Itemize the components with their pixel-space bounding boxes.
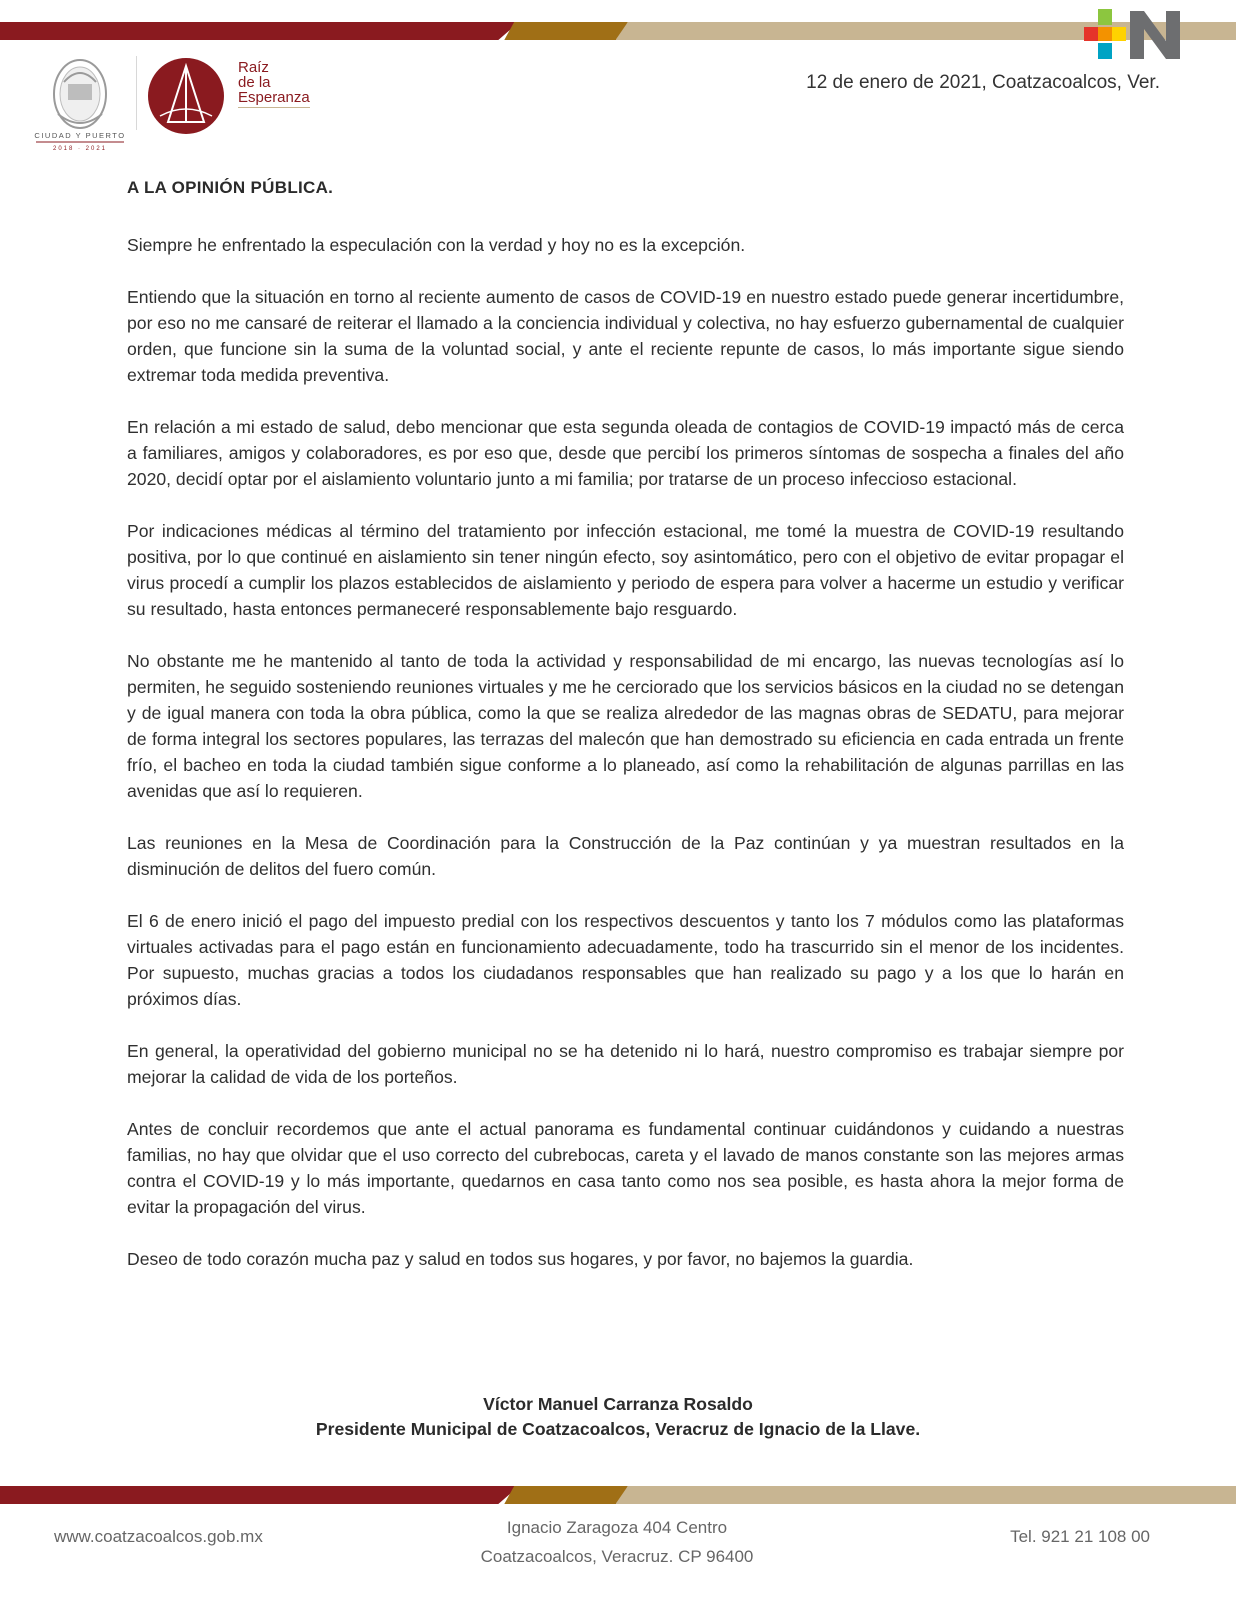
letter-body [127, 178, 1124, 1298]
brand-line-3: Esperanza [238, 89, 310, 106]
letter-paragraph: Las reuniones en la Mesa de Coordinación para la Construcción de la Paz continúan y ya muestran resultados en la disminución de delitos del fuero común. [127, 833, 1124, 879]
footer-address-line-1: Ignacio Zaragoza 404 Centro [506, 1518, 728, 1537]
letter-paragraph: En general, la operatividad del gobierno municipal no se ha detenido ni lo hará, nuestro compromiso es trabajar siempre por mejorar la calidad de vida de los porteños. [127, 1041, 1124, 1087]
seal-years: 2018 · 2021 [52, 146, 108, 152]
footer-website: www.coatzacoalcos.gob.mx [54, 1527, 263, 1546]
raiz-esperanza-emblem [146, 56, 226, 136]
footer-address-line-2: Coatzacoalcos, Veracruz. CP 96400 [480, 1547, 754, 1566]
signatory-title: Presidente Municipal de Coatzacoalcos, Veracruz de Ignacio de la Llave. [315, 1419, 921, 1439]
footer-address [412, 1513, 822, 1571]
footer-phone: Tel. 921 21 108 00 [1010, 1527, 1150, 1546]
letter-date: 12 de enero de 2021, Coatzacoalcos, Ver. [806, 72, 1160, 93]
news-agency-logo [1084, 9, 1188, 61]
letter-paragraph: Deseo de todo corazón mucha paz y salud en todos sus hogares, y por favor, no bajemos la guardia. [127, 1249, 914, 1269]
signatory-name: Víctor Manuel Carranza Rosaldo [483, 1394, 753, 1414]
letter-paragraph: Entiendo que la situación en torno al reciente aumento de casos de COVID-19 en nuestro estado puede generar incertidumbre, por eso no me cansaré de reiterar el llamado a la conciencia individual y colectiva, no hay esfuerzo gubernamental de cualquier orden, que funcione sin la suma de la voluntad social, y ante el reciente repunte de casos, lo más importante sigue siendo extremar toda medida preventiva. [127, 287, 1124, 385]
letter-heading: A LA OPINIÓN PÚBLICA. [127, 178, 334, 197]
header-stripe [0, 22, 1236, 40]
footer-stripe [0, 1486, 1236, 1504]
letter-paragraph: No obstante me he mantenido al tanto de toda la actividad y responsabilidad de mi encargo, las nuevas tecnologías así lo permiten, he seguido sosteniendo reuniones virtuales y me he cerciorado que los servicios básicos en la ciudad no se detengan y de igual manera con toda la obra pública, como la que se realiza alrededor de las magnas obras de SEDATU, para mejorar de forma integral los sectores populares, las terrazas del malecón que han demostrado su eficiencia en cada entrada un frente frío, el bacheo en toda la ciudad también sigue conforme a lo planeado, así como la rehabilitación de algunas parrillas en las avenidas que así lo requieren. [127, 651, 1124, 801]
brand-wordmark [238, 60, 310, 108]
letter-paragraph: Por indicaciones médicas al término del tratamiento por infección estacional, me tomé la muestra de COVID-19 resultando positiva, por lo que continué en aislamiento sin tener ningún efecto, soy asintomático, pero con el objetivo de evitar propagar el virus procedí a cumplir los plazos establecidos de aislamiento y periodo de espera para volver a hacerme un estudio y verificar su resultado, hasta entonces permaneceré responsablemente bajo resguardo. [127, 521, 1124, 619]
letter-paragraph: En relación a mi estado de salud, debo mencionar que esta segunda oleada de contagios de COVID-19 impactó más de cerca a familiares, amigos y colaboradores, es por eso que, desde que percibí los primeros síntomas de sospecha a finales del año 2020, decidí optar por el aislamiento voluntario junto a mi familia; por tratarse de un proceso infeccioso estacional. [127, 417, 1124, 489]
brand-line-2: de la [238, 74, 271, 91]
brand-line-1: Raíz [238, 59, 269, 76]
letter-paragraph: Antes de concluir recordemos que ante el actual panorama es fundamental continuar cuidándonos y cuidando a nuestras familias, no hay que olvidar que el uso correcto del cubrebocas, careta y el lavado de manos constante son las mejores armas contra el COVID-19 y lo más importante, quedarnos en casa tanto como nos sea posible, es hasta ahora la mejor forma de evitar la propagación del virus. [127, 1119, 1124, 1217]
seal-caption: CIUDAD Y PUERTO [34, 131, 126, 140]
logo-divider [136, 56, 137, 130]
signature-block [0, 1392, 1236, 1442]
letter-paragraph: Siempre he enfrentado la especulación con la verdad y hoy no es la excepción. [127, 235, 746, 255]
city-seal-logo [28, 54, 132, 154]
letter-paragraph: El 6 de enero inició el pago del impuesto predial con los respectivos descuentos y tanto los 7 módulos como las plataformas virtuales activadas para el pago están en funcionamiento adecuadamente, todo ha trascurrido sin el menor de los incidentes. Por supuesto, muchas gracias a todos los ciudadanos responsables que han realizado su pago y a los que lo harán en próximos días. [127, 911, 1124, 1009]
